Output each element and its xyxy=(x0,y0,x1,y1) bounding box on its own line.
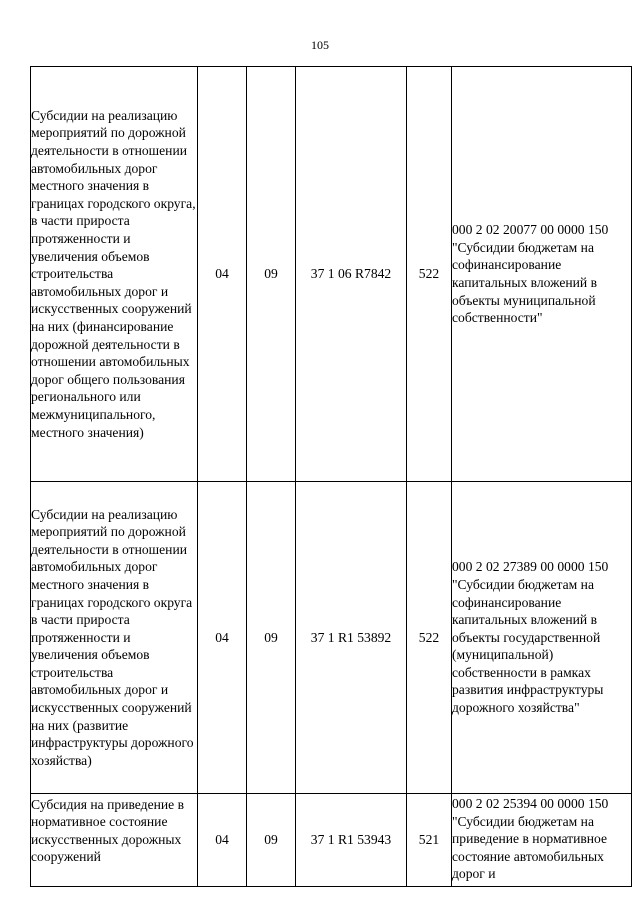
revenue-code-text: 000 2 02 25394 00 0000 150 "Субсидии бюджетам на приведение в нормативное состояние автомобильных дорог и xyxy=(452,796,609,882)
table-row xyxy=(31,794,632,887)
subsection-code-cell: 09 xyxy=(247,482,296,794)
subsection-code-cell: 09 xyxy=(247,67,296,482)
subsection-code-cell: 09 xyxy=(247,794,296,887)
row-name-cell: Субсидии на реализацию мероприятий по дорожной деятельности в отношении автомобильных дорог местного значения в границах городского округа, в части прироста протяженности и увеличения объемов строительства автомобильных дорог и искусственных сооружений на них (финансирование дорожной деятельности в отношении автомобильных дорог общего пользования регионального или межмуниципального, местного значения) xyxy=(31,67,198,482)
revenue-code-cell xyxy=(452,794,632,887)
budget-table xyxy=(30,66,632,887)
expense-type-cell: 522 xyxy=(407,67,452,482)
section-code-cell: 04 xyxy=(198,67,247,482)
section-code-cell: 04 xyxy=(198,482,247,794)
revenue-code-cell: 000 2 02 20077 00 0000 150 "Субсидии бюджетам на софинансирование капитальных вложений в объекты муниципальной собственности" xyxy=(452,67,632,482)
section-code-cell: 04 xyxy=(198,794,247,887)
expense-type-cell: 522 xyxy=(407,482,452,794)
target-article-cell: 37 1 R1 53943 xyxy=(296,794,407,887)
row-name-cell: Субсидии на реализацию мероприятий по дорожной деятельности в отношении автомобильных дорог местного значения в границах городского округа в части прироста протяженности и увеличения объемов строительства автомобильных дорог и искусственных сооружений на них (развитие инфраструктуры дорожного хозяйства) xyxy=(31,482,198,794)
row-name-cell xyxy=(31,794,198,887)
table-row xyxy=(31,482,632,794)
page-number: 105 xyxy=(311,38,329,52)
expense-type-cell: 521 xyxy=(407,794,452,887)
revenue-code-cell: 000 2 02 27389 00 0000 150 "Субсидии бюджетам на софинансирование капитальных вложений в объекты государственной (муниципальной) собственности в рамках развития инфраструктуры дорожного хозяйства" xyxy=(452,482,632,794)
target-article-cell: 37 1 R1 53892 xyxy=(296,482,407,794)
table-row xyxy=(31,67,632,482)
target-article-cell: 37 1 06 R7842 xyxy=(296,67,407,482)
row-name-text: Субсидия на приведение в нормативное состояние искусственных дорожных сооружений xyxy=(31,796,185,865)
